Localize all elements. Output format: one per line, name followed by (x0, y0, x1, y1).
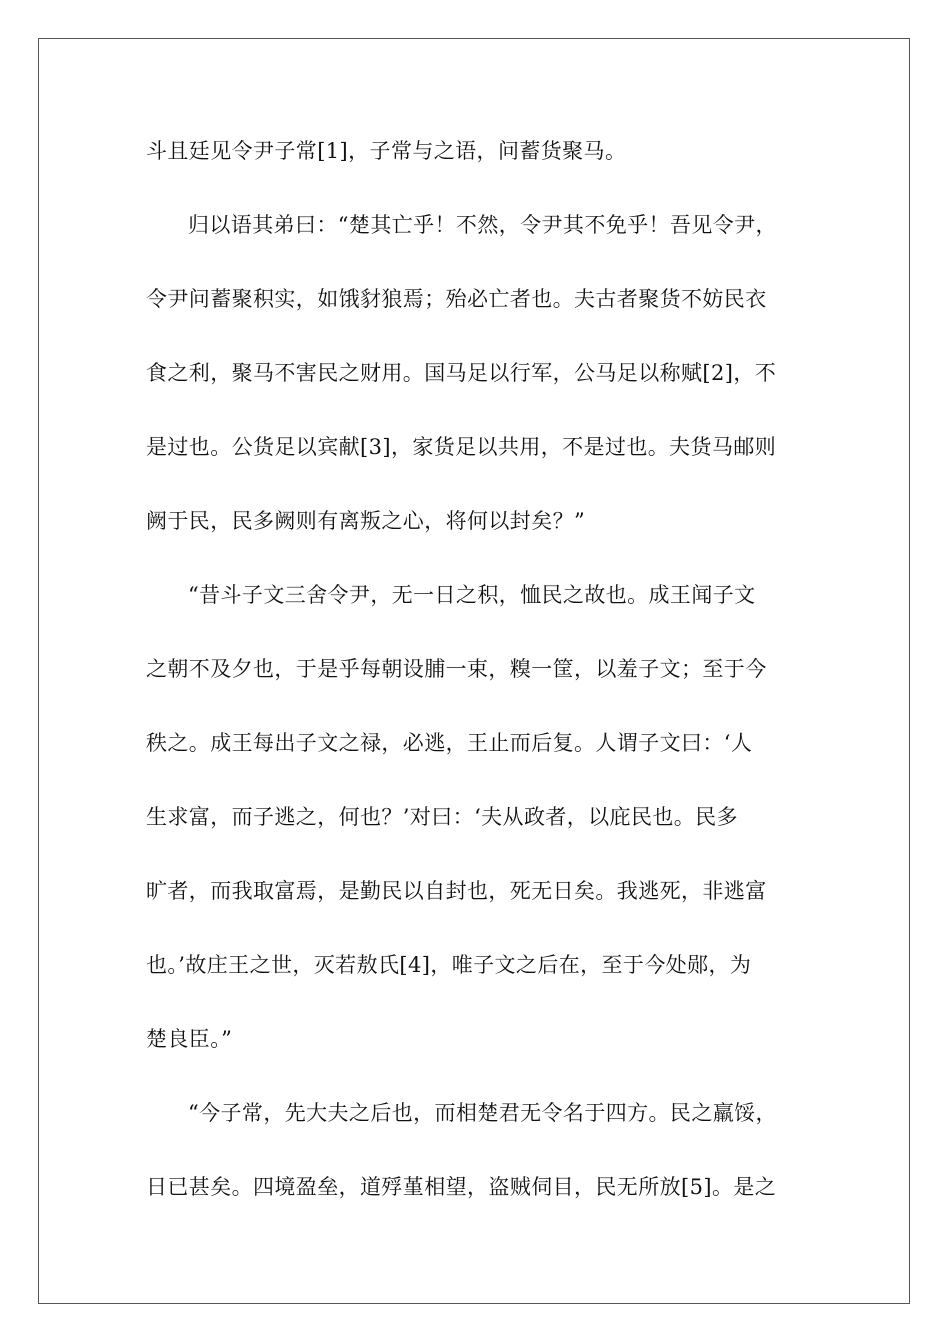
text-line-5: 是过也。公货足以宾献[3]，家货足以共用，不是过也。夫货马邮则 (146, 435, 777, 459)
text-line-12: 也。’故庄王之世，灭若敖氏[4]，唯子文之后在，至于今处郧，为 (146, 953, 752, 977)
text-line-14: “今子常，先大夫之后也，而相楚君无令名于四方。民之羸馁， (188, 1101, 777, 1125)
text-line-11: 旷者，而我取富焉，是勤民以自封也，死无日矣。我逃死，非逃富 (146, 879, 767, 903)
text-line-1: 斗且廷见令尹子常[1]，子常与之语，问蓄货聚马。 (146, 139, 627, 163)
text-line-7: “昔斗子文三舍令尹，无一日之积，恤民之故也。成王闻子文 (188, 583, 756, 607)
document-body (146, 130, 814, 1240)
text-line-4: 食之利，聚马不害民之财用。国马足以行军，公马足以称赋[2]，不 (146, 361, 777, 385)
text-line-3: 令尹问蓄聚积实，如饿豺狼焉；殆必亡者也。夫古者聚货不妨民衣 (146, 287, 767, 311)
text-line-13: 楚良臣。” (146, 1027, 233, 1051)
text-line-2: 归以语其弟曰：“楚其亡乎！不然，令尹其不免乎！吾见令尹， (188, 213, 777, 237)
text-line-8: 之朝不及夕也，于是乎每朝设脯一束，糗一筐，以羞子文；至于今 (146, 657, 767, 681)
text-line-9: 秩之。成王每出子文之禄，必逃，王止而后复。人谓子文曰：‘人 (146, 731, 753, 755)
text-line-6: 阙于民，民多阙则有离叛之心，将何以封矣？” (146, 509, 586, 533)
text-line-15: 日已甚矣。四境盈垒，道殍堇相望，盗贼伺目，民无所放[5]。是之 (146, 1175, 777, 1199)
text-line-10: 生求富，而子逃之，何也？’对曰：‘夫从政者，以庇民也。民多 (146, 805, 738, 829)
